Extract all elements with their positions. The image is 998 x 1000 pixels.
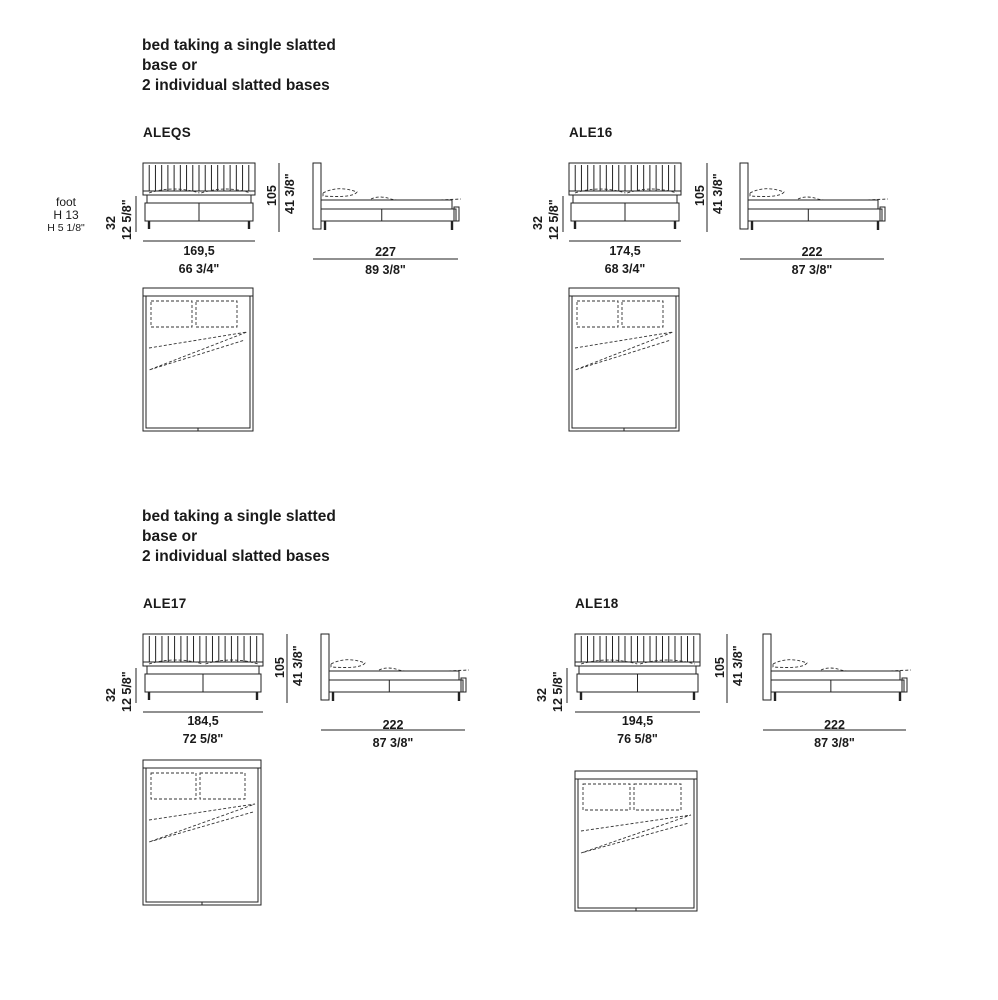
base-height-in: 12 5/8" [547, 199, 561, 240]
length-cm: 222 [382, 718, 404, 732]
mattress [147, 666, 259, 674]
width-cm: 194,5 [621, 714, 654, 728]
length-in: 89 3/8" [365, 263, 406, 277]
heading-line: base or [142, 528, 198, 545]
pillow-plan [200, 773, 245, 799]
pillow-dashed [773, 660, 807, 668]
front-view-aleqs [143, 163, 255, 241]
length-in: 87 3/8" [372, 736, 414, 750]
mattress-side [321, 200, 452, 209]
width-in: 76 5/8" [617, 732, 658, 746]
mattress [147, 195, 251, 203]
heading-line: 2 individual slatted bases [142, 77, 330, 94]
side-view-ale17 [321, 634, 469, 730]
mattress [573, 195, 677, 203]
plan-outline [143, 760, 261, 905]
plan-view-ale18 [575, 771, 697, 911]
width-cm: 174,5 [609, 244, 641, 258]
length-cm: 227 [375, 245, 396, 259]
pillow-dashed [331, 660, 365, 668]
headboard-side [740, 163, 748, 229]
pillow-plan [196, 301, 237, 327]
bed-base-side [321, 209, 456, 221]
heading-line: base or [142, 57, 198, 74]
mattress-side [329, 671, 459, 680]
bed-base-side [771, 680, 904, 692]
headboard-side [321, 634, 329, 700]
height-in: 41 3/8" [283, 173, 297, 214]
duvet-fold [149, 332, 247, 370]
side-view-ale16 [740, 163, 888, 259]
mattress-side [748, 200, 878, 209]
plan-outline [575, 771, 697, 911]
front-view-ale17 [143, 634, 263, 712]
pillow-plan [583, 784, 630, 810]
front-view-ale18 [575, 634, 700, 712]
height-cm: 105 [265, 185, 279, 206]
side-view-ale18 [763, 634, 911, 730]
base-height-cm: 32 [535, 688, 549, 702]
width-in: 72 5/8" [182, 732, 224, 746]
pillow-plan [577, 301, 618, 327]
side-view-aleqs [313, 163, 461, 259]
pillow-dashed [323, 189, 357, 197]
height-cm: 105 [713, 657, 727, 678]
duvet-fold [575, 332, 673, 370]
length-in: 87 3/8" [814, 736, 855, 750]
length-in: 87 3/8" [791, 263, 833, 277]
base-height-in: 12 5/8" [120, 671, 134, 712]
pillow-plan [151, 773, 196, 799]
base-height-cm: 32 [104, 688, 118, 702]
height-cm: 105 [693, 185, 707, 206]
width-in: 68 3/4" [604, 262, 646, 276]
width-cm: 169,5 [183, 244, 215, 258]
foot-height-in: H 5 1/8" [47, 222, 85, 234]
pillow-plan [622, 301, 663, 327]
bed-base-side [748, 209, 882, 221]
height-in: 41 3/8" [711, 173, 725, 214]
height-cm: 105 [273, 657, 287, 678]
plan-inner [146, 296, 250, 428]
plan-inner [572, 296, 676, 428]
pillow-plan [151, 301, 192, 327]
length-cm: 222 [824, 718, 845, 732]
plan-view-ale17 [143, 760, 261, 905]
heading-line: 2 individual slatted bases [142, 548, 330, 565]
length-cm: 222 [801, 245, 823, 259]
pillow-plan [634, 784, 681, 810]
width-cm: 184,5 [187, 714, 219, 728]
foot-height-cm: H 13 [53, 208, 79, 222]
mattress [579, 666, 696, 674]
model-name: ALE18 [575, 596, 619, 611]
model-name: ALEQS [143, 125, 192, 140]
heading-line: bed taking a single slatted [142, 508, 336, 525]
duvet-fold [581, 815, 691, 853]
base-height-in: 12 5/8" [120, 199, 134, 240]
foot-label: foot [55, 195, 76, 209]
width-in: 66 3/4" [178, 262, 220, 276]
plan-inner [578, 779, 694, 908]
plan-view-aleqs [143, 288, 253, 431]
duvet-fold [149, 804, 255, 842]
base-height-cm: 32 [531, 216, 545, 230]
plan-inner [146, 768, 258, 902]
headboard-side [313, 163, 321, 229]
model-name: ALE16 [569, 125, 613, 140]
front-view-ale16 [569, 163, 681, 241]
base-height-in: 12 5/8" [551, 671, 565, 712]
heading-line: bed taking a single slatted [142, 37, 336, 54]
height-in: 41 3/8" [731, 645, 745, 686]
model-name: ALE17 [143, 596, 187, 611]
base-height-cm: 32 [104, 216, 118, 230]
pillow-dashed [750, 189, 784, 197]
headboard-side [763, 634, 771, 700]
bed-base-side [329, 680, 463, 692]
plan-outline [569, 288, 679, 431]
mattress-side [771, 671, 900, 680]
plan-outline [143, 288, 253, 431]
height-in: 41 3/8" [291, 645, 305, 686]
plan-view-ale16 [569, 288, 679, 431]
